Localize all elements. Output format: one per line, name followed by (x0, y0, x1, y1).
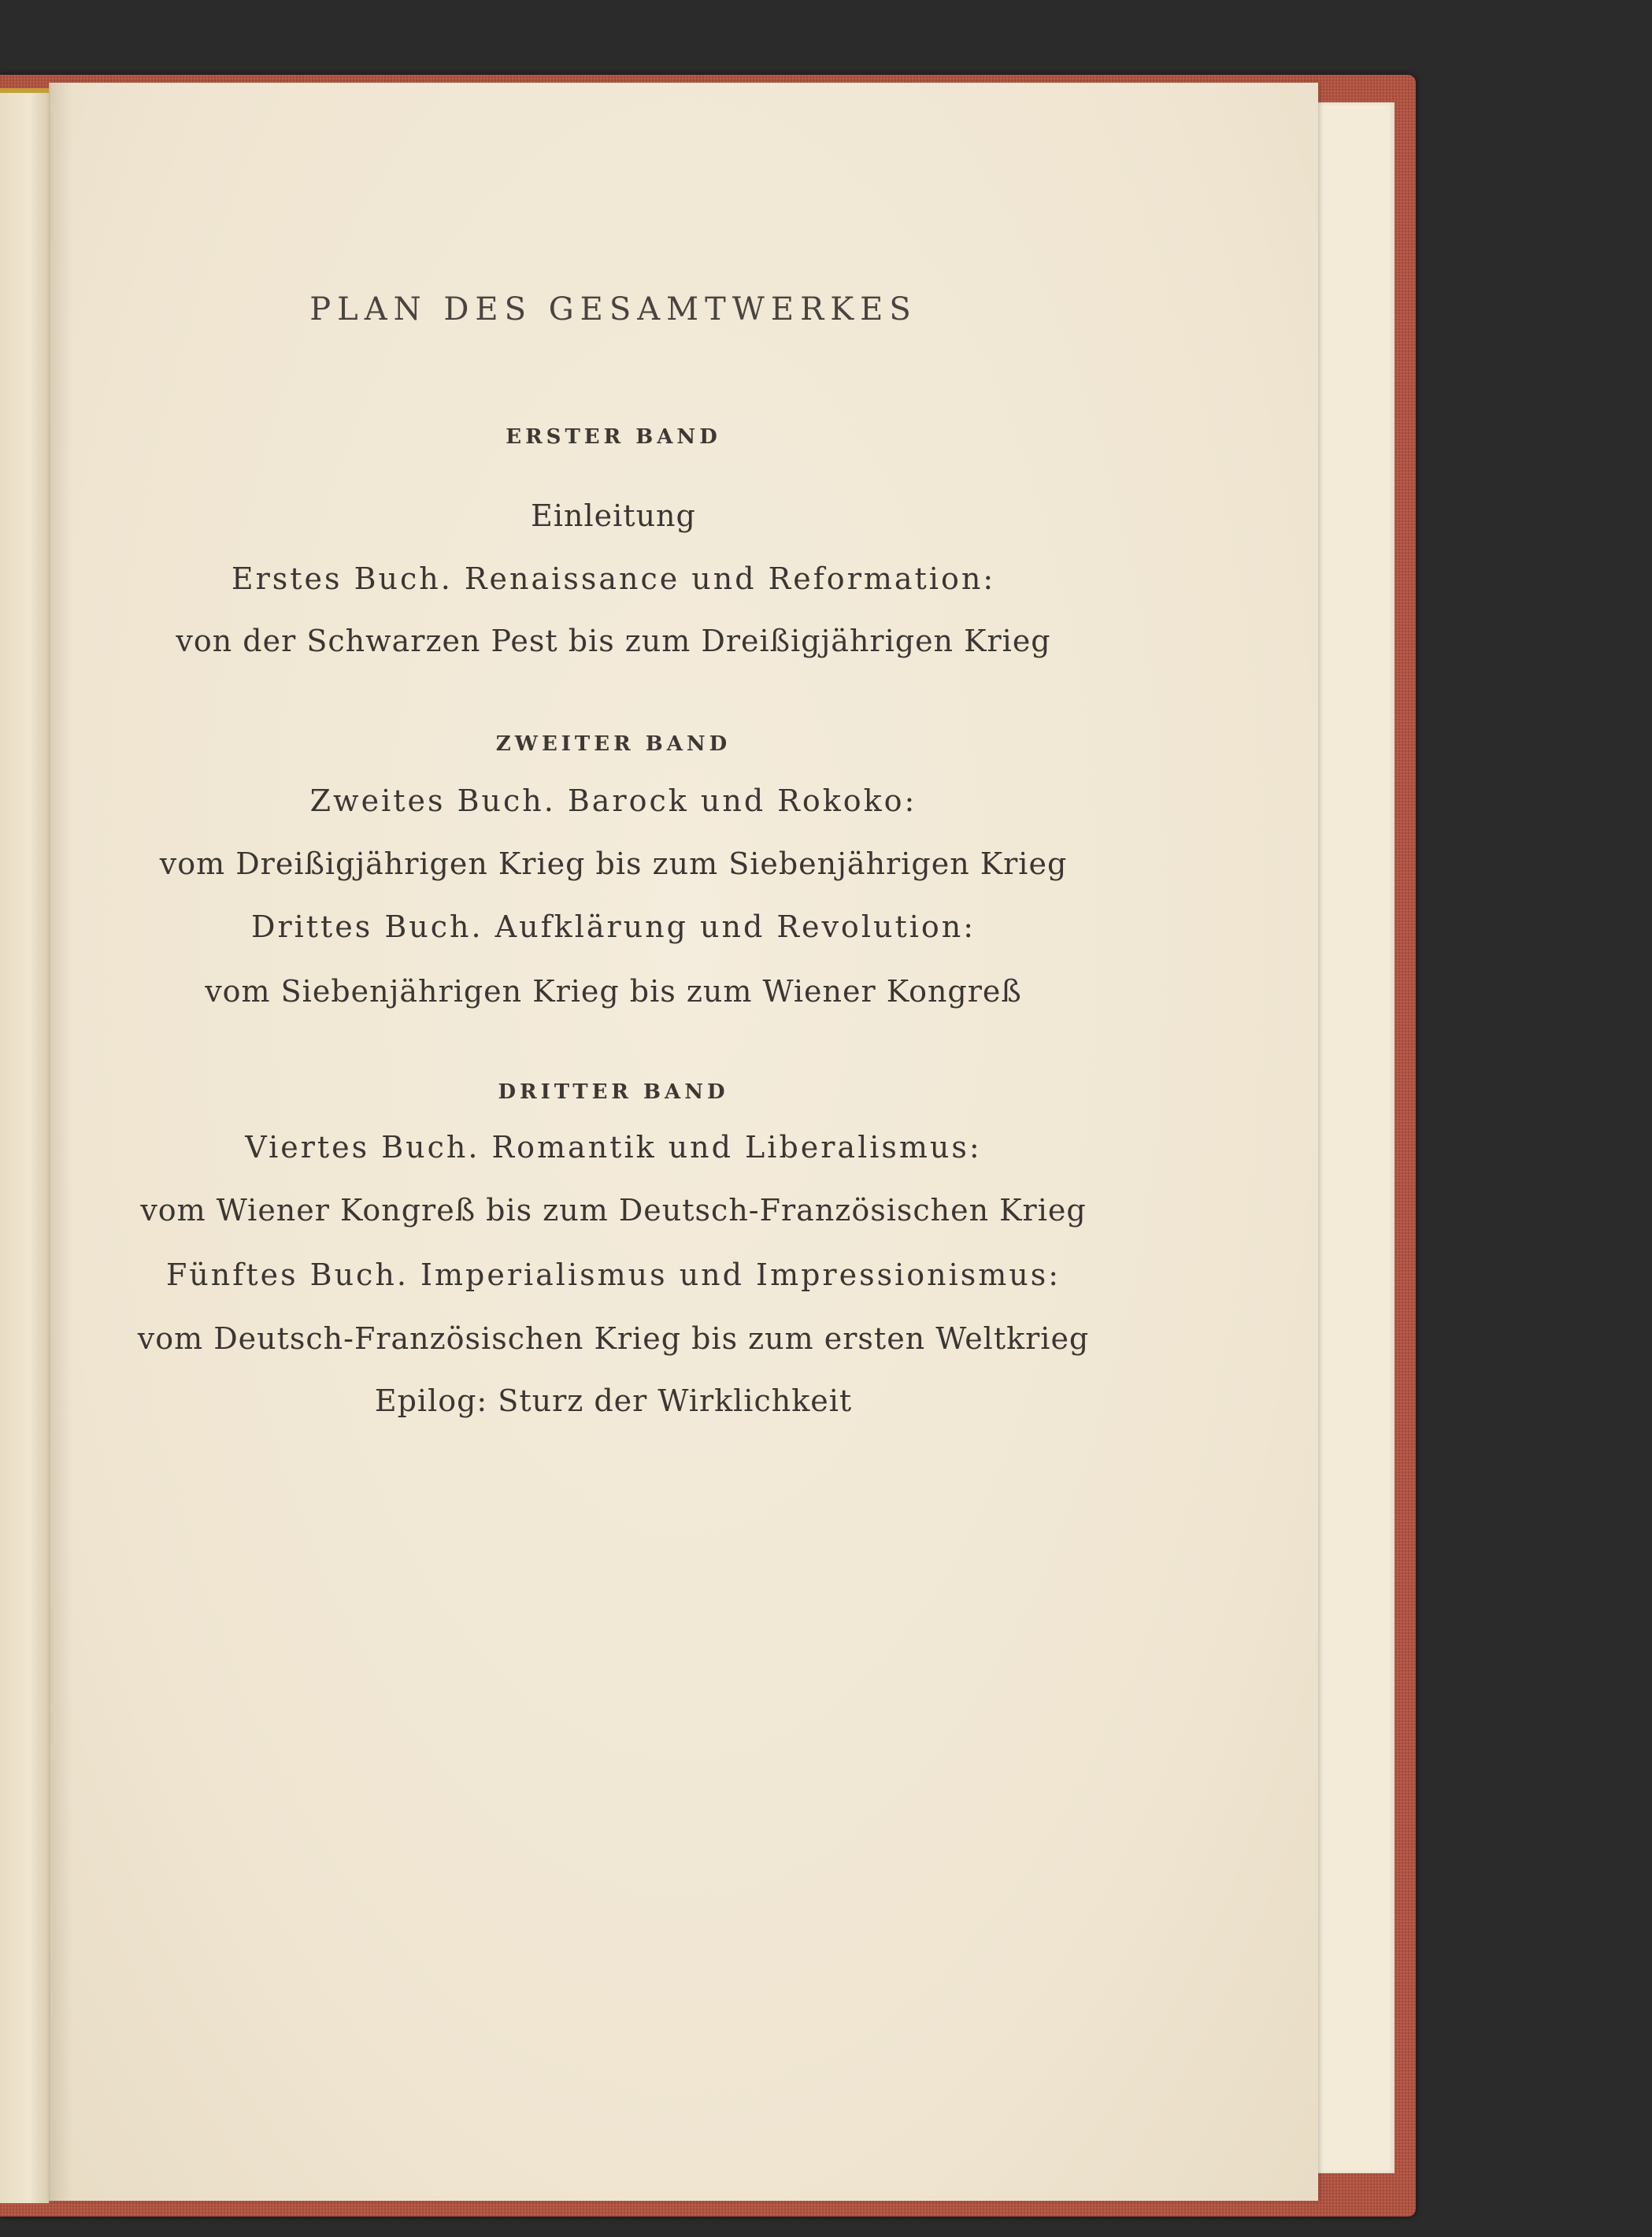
entry-zweites-buch-subtitle: vom Dreißigjährigen Krieg bis zum Siebenjährigen Krieg (159, 846, 1068, 881)
section-heading-zweiter-band: ZWEITER BAND (495, 732, 732, 756)
entry-drittes-buch-subtitle: vom Siebenjährigen Krieg bis zum Wiener Kongreß (205, 974, 1022, 1009)
section-heading-dritter-band: DRITTER BAND (498, 1080, 729, 1104)
entry-einleitung: Einleitung (531, 498, 696, 533)
facing-page (0, 93, 49, 2203)
entry-epilog: Epilog: Sturz der Wirklichkeit (374, 1383, 853, 1418)
back-leaves (1307, 102, 1395, 2173)
entry-fuenftes-buch-subtitle: vom Deutsch-Französischen Krieg bis zum ersten Weltkrieg (137, 1321, 1090, 1356)
section-heading-erster-band: ERSTER BAND (506, 425, 721, 449)
entry-viertes-buch-subtitle: vom Wiener Kongreß bis zum Deutsch-Französischen Krieg (140, 1193, 1087, 1228)
page-title: PLAN DES GESAMTWERKES (309, 291, 917, 328)
entry-viertes-buch: Viertes Buch. Romantik und Liberalismus: (245, 1130, 982, 1165)
entry-zweites-buch: Zweites Buch. Barock und Rokoko: (309, 783, 917, 818)
entry-fuenftes-buch: Fünftes Buch. Imperialismus und Impressionismus: (165, 1257, 1061, 1292)
entry-drittes-buch: Drittes Buch. Aufklärung und Revolution: (250, 909, 976, 944)
entry-erstes-buch-subtitle: von der Schwarzen Pest bis zum Dreißigjährigen Krieg (176, 624, 1051, 658)
gutter-shadow (49, 83, 72, 2201)
entry-erstes-buch: Erstes Buch. Renaissance und Reformation: (231, 561, 996, 596)
